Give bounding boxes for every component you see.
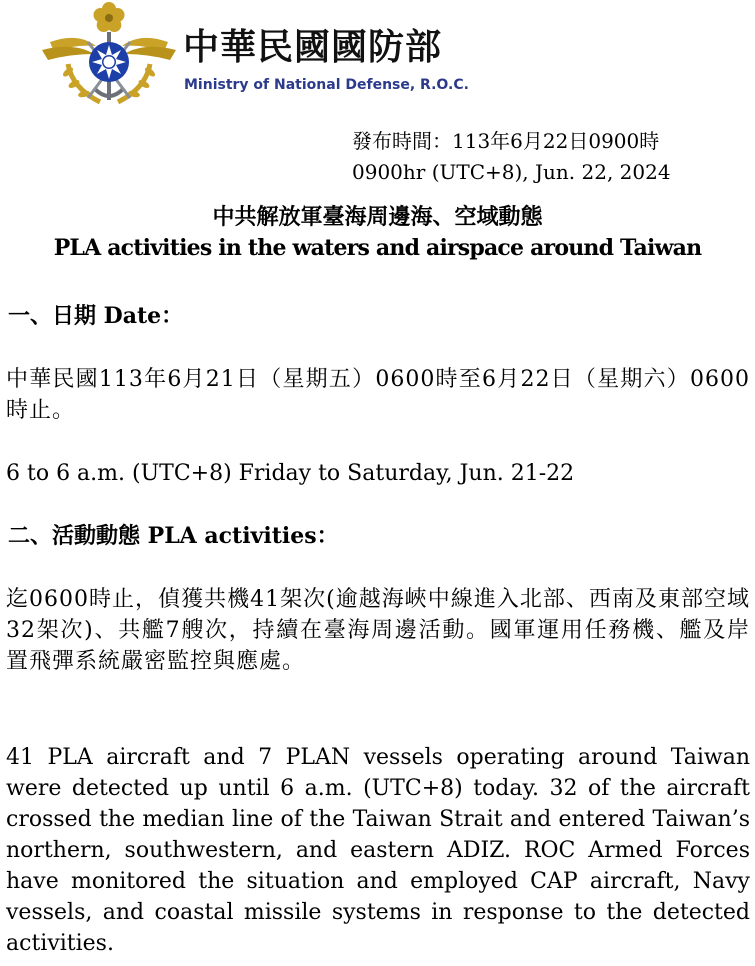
release-time [352, 126, 671, 188]
activities-paragraph-chinese: 迄0600時止，偵獲共機41架次(逾越海峽中線進入北部、西南及東部空域32架次)、共艦7艘次，持續在臺海周邊活動。國軍運用任務機、艦及岸置飛彈系統嚴密監控與應處。 [6, 587, 750, 674]
organization-name-chinese: 中華民國國防部 [183, 27, 443, 68]
date-paragraph-chinese: 中華民國113年6月21日（星期五）0600時至6月22日（星期六）0600時止。 [6, 367, 750, 423]
organization-name-english: Ministry of National Defense, R.O.C. [184, 77, 469, 93]
release-time-english: 0900hr (UTC+8), Jun. 22, 2024 [352, 160, 671, 184]
mnd-emblem-icon [38, 2, 180, 110]
date-section-heading: 一、日期 Date： [8, 303, 184, 329]
document-title [0, 202, 755, 264]
document-title-chinese: 中共解放軍臺海周邊海、空域動態 [212, 204, 543, 230]
document-title-english: PLA activities in the waters and airspace around Taiwan [53, 235, 702, 261]
release-time-chinese: 發布時間：113年6月22日0900時 [352, 129, 660, 153]
activities-paragraph-english: 41 PLA aircraft and 7 PLAN vessels operating around Taiwan were detected up until 6 a.m. (UTC+8) today. 32 of the aircraft crossed the median line of the Taiwan Strait and entered Taiwan’s northern, southwestern, and eastern ADIZ. ROC Armed Forces have monitored the situation and employed CAP aircraft, Navy vessels, and coastal missile systems in response to the detected activities. [6, 745, 750, 956]
header [38, 2, 518, 110]
date-paragraph-english: 6 to 6 a.m. (UTC+8) Friday to Saturday, Jun. 21-22 [6, 461, 575, 486]
activities-section-heading: 二、活動動態 PLA activities： [8, 523, 339, 549]
